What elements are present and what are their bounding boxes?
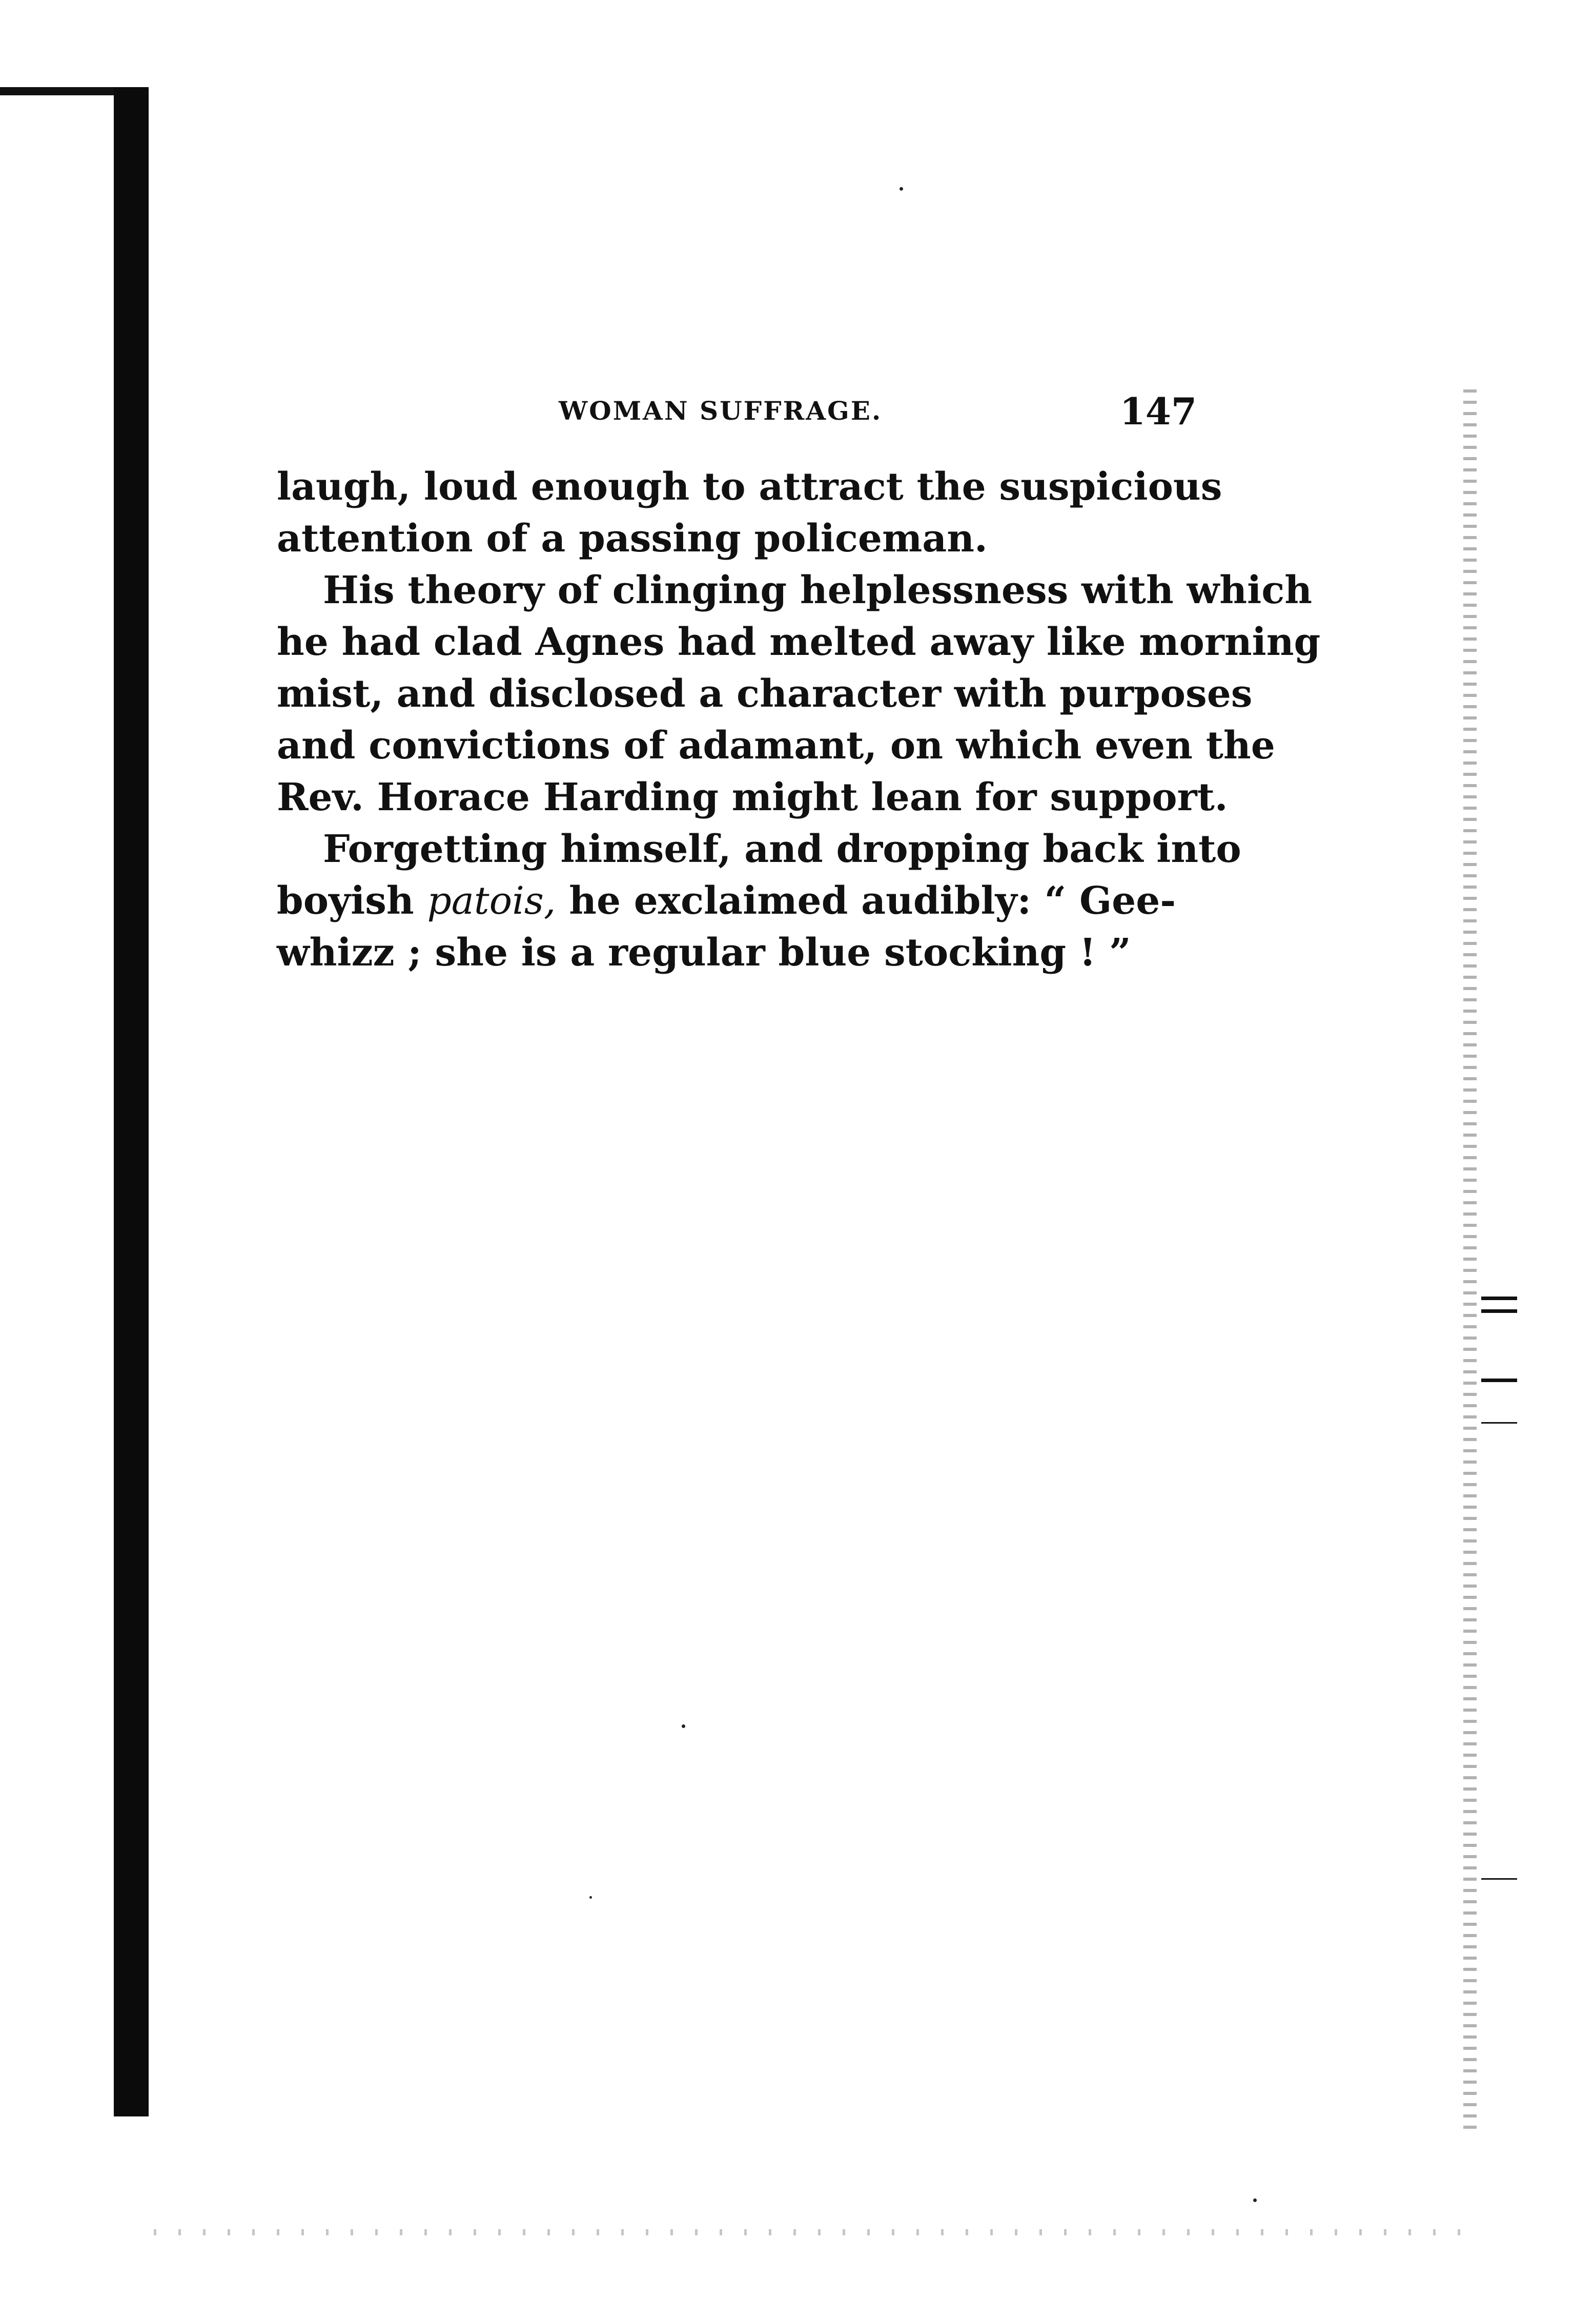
- italic-word: patois,: [427, 879, 556, 923]
- text-line: he had clad Agnes had melted away like morning: [277, 620, 1321, 664]
- scan-speck: [682, 1724, 685, 1728]
- text-fragment: boyish: [277, 879, 427, 923]
- text-line: mist, and disclosed a character with purposes: [277, 672, 1253, 716]
- text-line: and convictions of adamant, on which even the: [277, 724, 1275, 768]
- scan-bottom-noise: [154, 2229, 1466, 2235]
- page-number: 147: [1119, 389, 1197, 433]
- text-line: His theory of clinging helplessness with which: [323, 568, 1313, 612]
- scan-mark: [1481, 1309, 1517, 1313]
- text-line: Rev. Horace Harding might lean for support.: [277, 775, 1228, 819]
- body-text: [277, 461, 1321, 979]
- text-line: [277, 875, 1197, 927]
- scan-mark: [1481, 1878, 1517, 1880]
- page-header: [277, 389, 1197, 436]
- text-fragment: he exclaimed audibly: “ Gee-: [556, 879, 1176, 923]
- text-line: laugh, loud enough to attract the suspicious: [277, 465, 1222, 509]
- scan-speck: [900, 187, 903, 191]
- running-head: WOMAN SUFFRAGE.: [559, 396, 883, 426]
- scan-mark: [1481, 1297, 1517, 1300]
- scan-mark: [1481, 1422, 1517, 1424]
- scan-speck: [1253, 2198, 1257, 2202]
- scan-speck: [589, 1896, 592, 1899]
- scan-right-page-edge: [1463, 389, 1477, 2132]
- text-line: attention of a passing policeman.: [277, 517, 988, 561]
- text-line: whizz ; she is a regular blue stocking ! ”: [277, 931, 1131, 975]
- scan-binding-edge: [114, 87, 149, 2116]
- scan-mark: [1481, 1379, 1517, 1382]
- text-line: Forgetting himself, and dropping back into: [323, 827, 1241, 871]
